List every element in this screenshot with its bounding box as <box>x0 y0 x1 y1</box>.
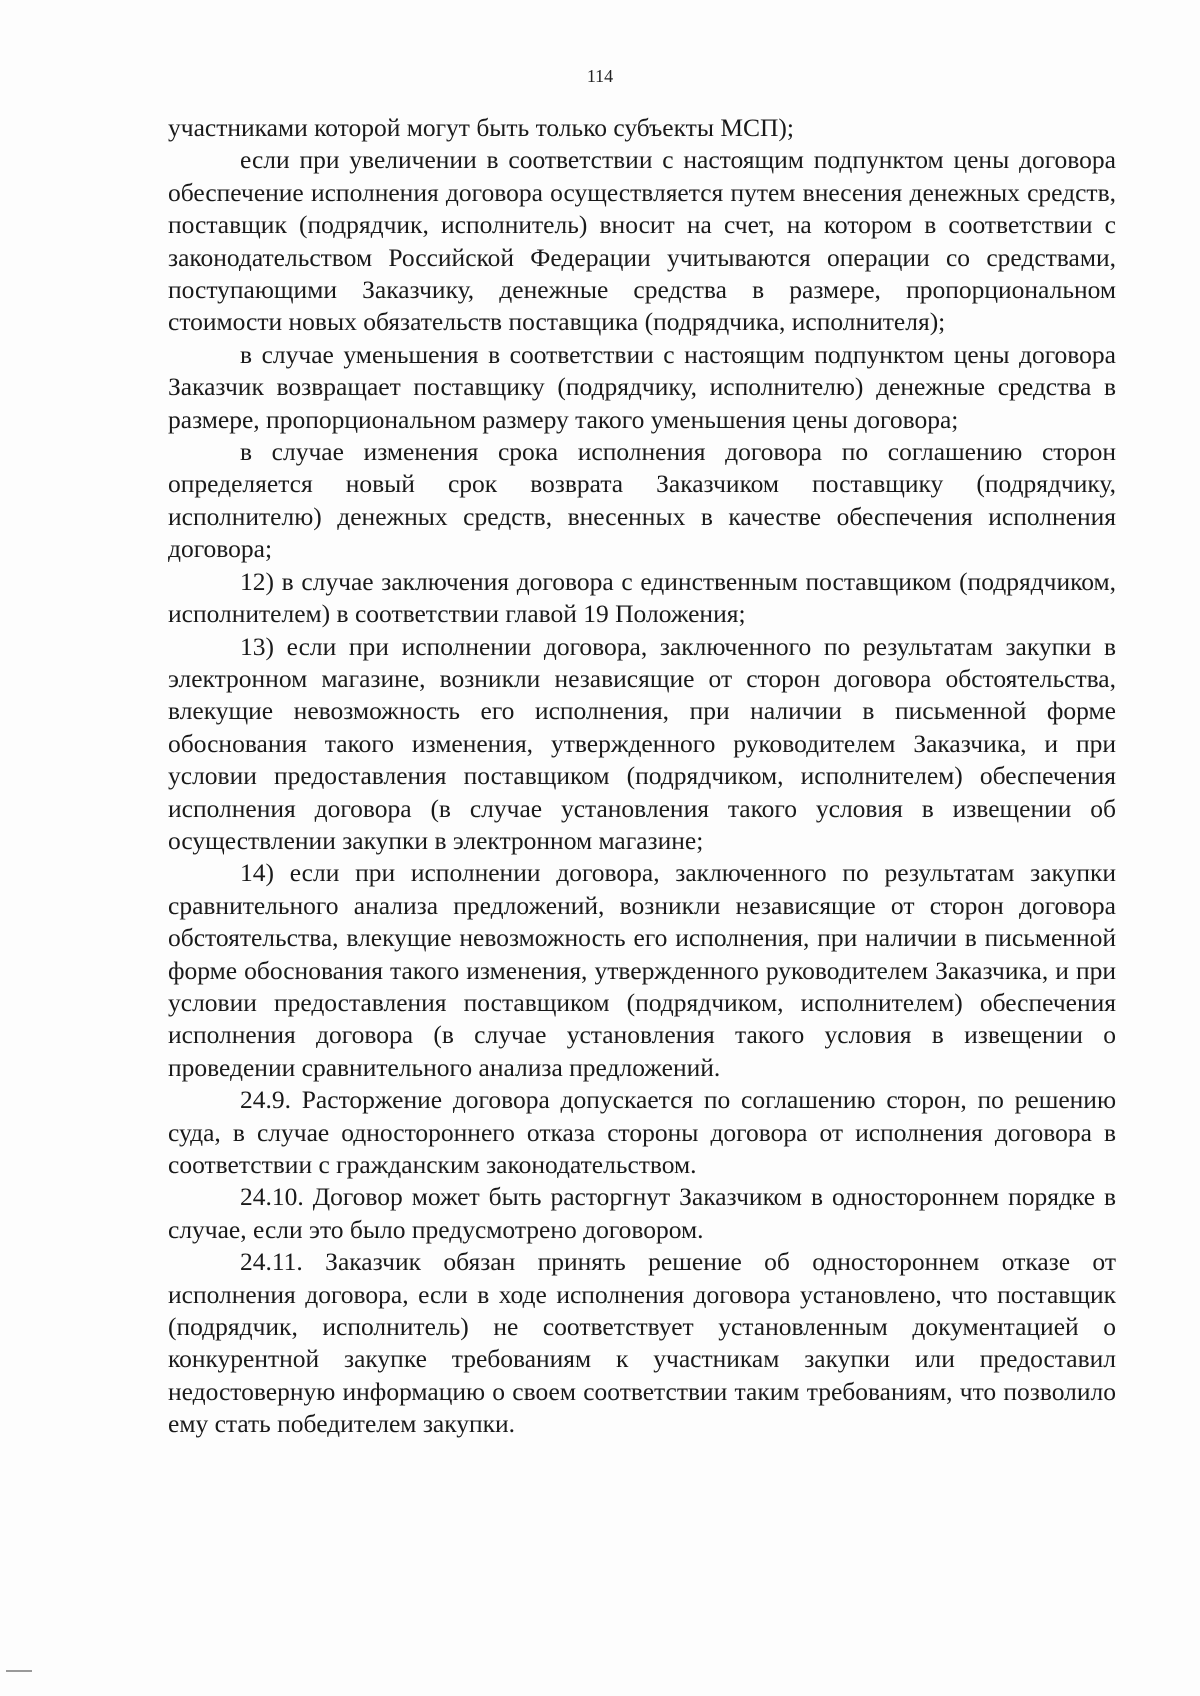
scan-edge-mark <box>6 1670 32 1672</box>
paragraph-price-increase: если при увеличении в соответствии с настоящим подпунктом цены договора обеспечение исполнения договора осуществляется путем внесения денежных средств, поставщик (подрядчик, исполнитель) вносит на счет, на котором в соответствии с законодательством Российской Федерации учитываются операции со средствами, поступающими Заказчику, денежные средства в размере, пропорциональном стоимости новых обязательств поставщика (подрядчика, исполнителя); <box>168 145 1116 337</box>
paragraph-24-9: 24.9. Расторжение договора допускается по соглашению сторон, по решению суда, в случае одностороннего отказа стороны договора от исполнения договора в соответствии с гражданским законодательством. <box>168 1085 1116 1179</box>
paragraph-24-10: 24.10. Договор может быть расторгнут Заказчиком в одностороннем порядке в случае, если это было предусмотрено договором. <box>168 1182 1116 1244</box>
document-body <box>168 112 1116 1441</box>
page-number: 114 <box>586 66 614 86</box>
paragraph-item-13: 13) если при исполнении договора, заключенного по результатам закупки в электронном магазине, возникли независящие от сторон договора обстоятельства, влекущие невозможность его исполнения, при наличии в письменной форме обоснования такого изменения, утвержденного руководителем Заказчика, и при условии предоставления поставщиком (подрядчиком, исполнителем) обеспечения исполнения договора (в случае установления такого условия в извещении об осуществлении закупки в электронном магазине; <box>168 631 1116 855</box>
paragraph-price-decrease: в случае уменьшения в соответствии с настоящим подпунктом цены договора Заказчик возвращает поставщику (подрядчику, исполнителю) денежные средства в размере, пропорциональном размеру такого уменьшения цены договора; <box>168 339 1116 434</box>
paragraph-item-14: 14) если при исполнении договора, заключенного по результатам закупки сравнительного анализа предложений, возникли независящие от сторон договора обстоятельства, влекущие невозможность его исполнения, при наличии в письменной форме обоснования такого изменения, утвержденного руководителем Заказчика, и при условии предоставления поставщиком (подрядчиком, исполнителем) обеспечения исполнения договора (в случае установления такого условия в извещении о проведении сравнительного анализа предложений. <box>168 858 1116 1082</box>
paragraph-term-change: в случае изменения срока исполнения договора по соглашению сторон определяется новый срок возврата Заказчиком поставщику (подрядчику, исполнителю) денежных средств, внесенных в качестве обеспечения исполнения договора; <box>168 437 1116 564</box>
paragraph-item-12: 12) в случае заключения договора с единственным поставщиком (подрядчиком, исполнителем) в соответствии главой 19 Положения; <box>168 566 1116 629</box>
paragraph-continuation: участниками которой могут быть только субъекты МСП); <box>168 113 794 142</box>
paragraph-24-11: 24.11. Заказчик обязан принять решение об одностороннем отказе от исполнения договора, если в ходе исполнения договора установлено, что поставщик (подрядчик, исполнитель) не соответствует установленным документацией о конкурентной закупке требованиям к участникам закупки или предоставил недостоверную информацию о своем соответствии таким требованиям, что позволило ему стать победителем закупки. <box>168 1247 1116 1439</box>
